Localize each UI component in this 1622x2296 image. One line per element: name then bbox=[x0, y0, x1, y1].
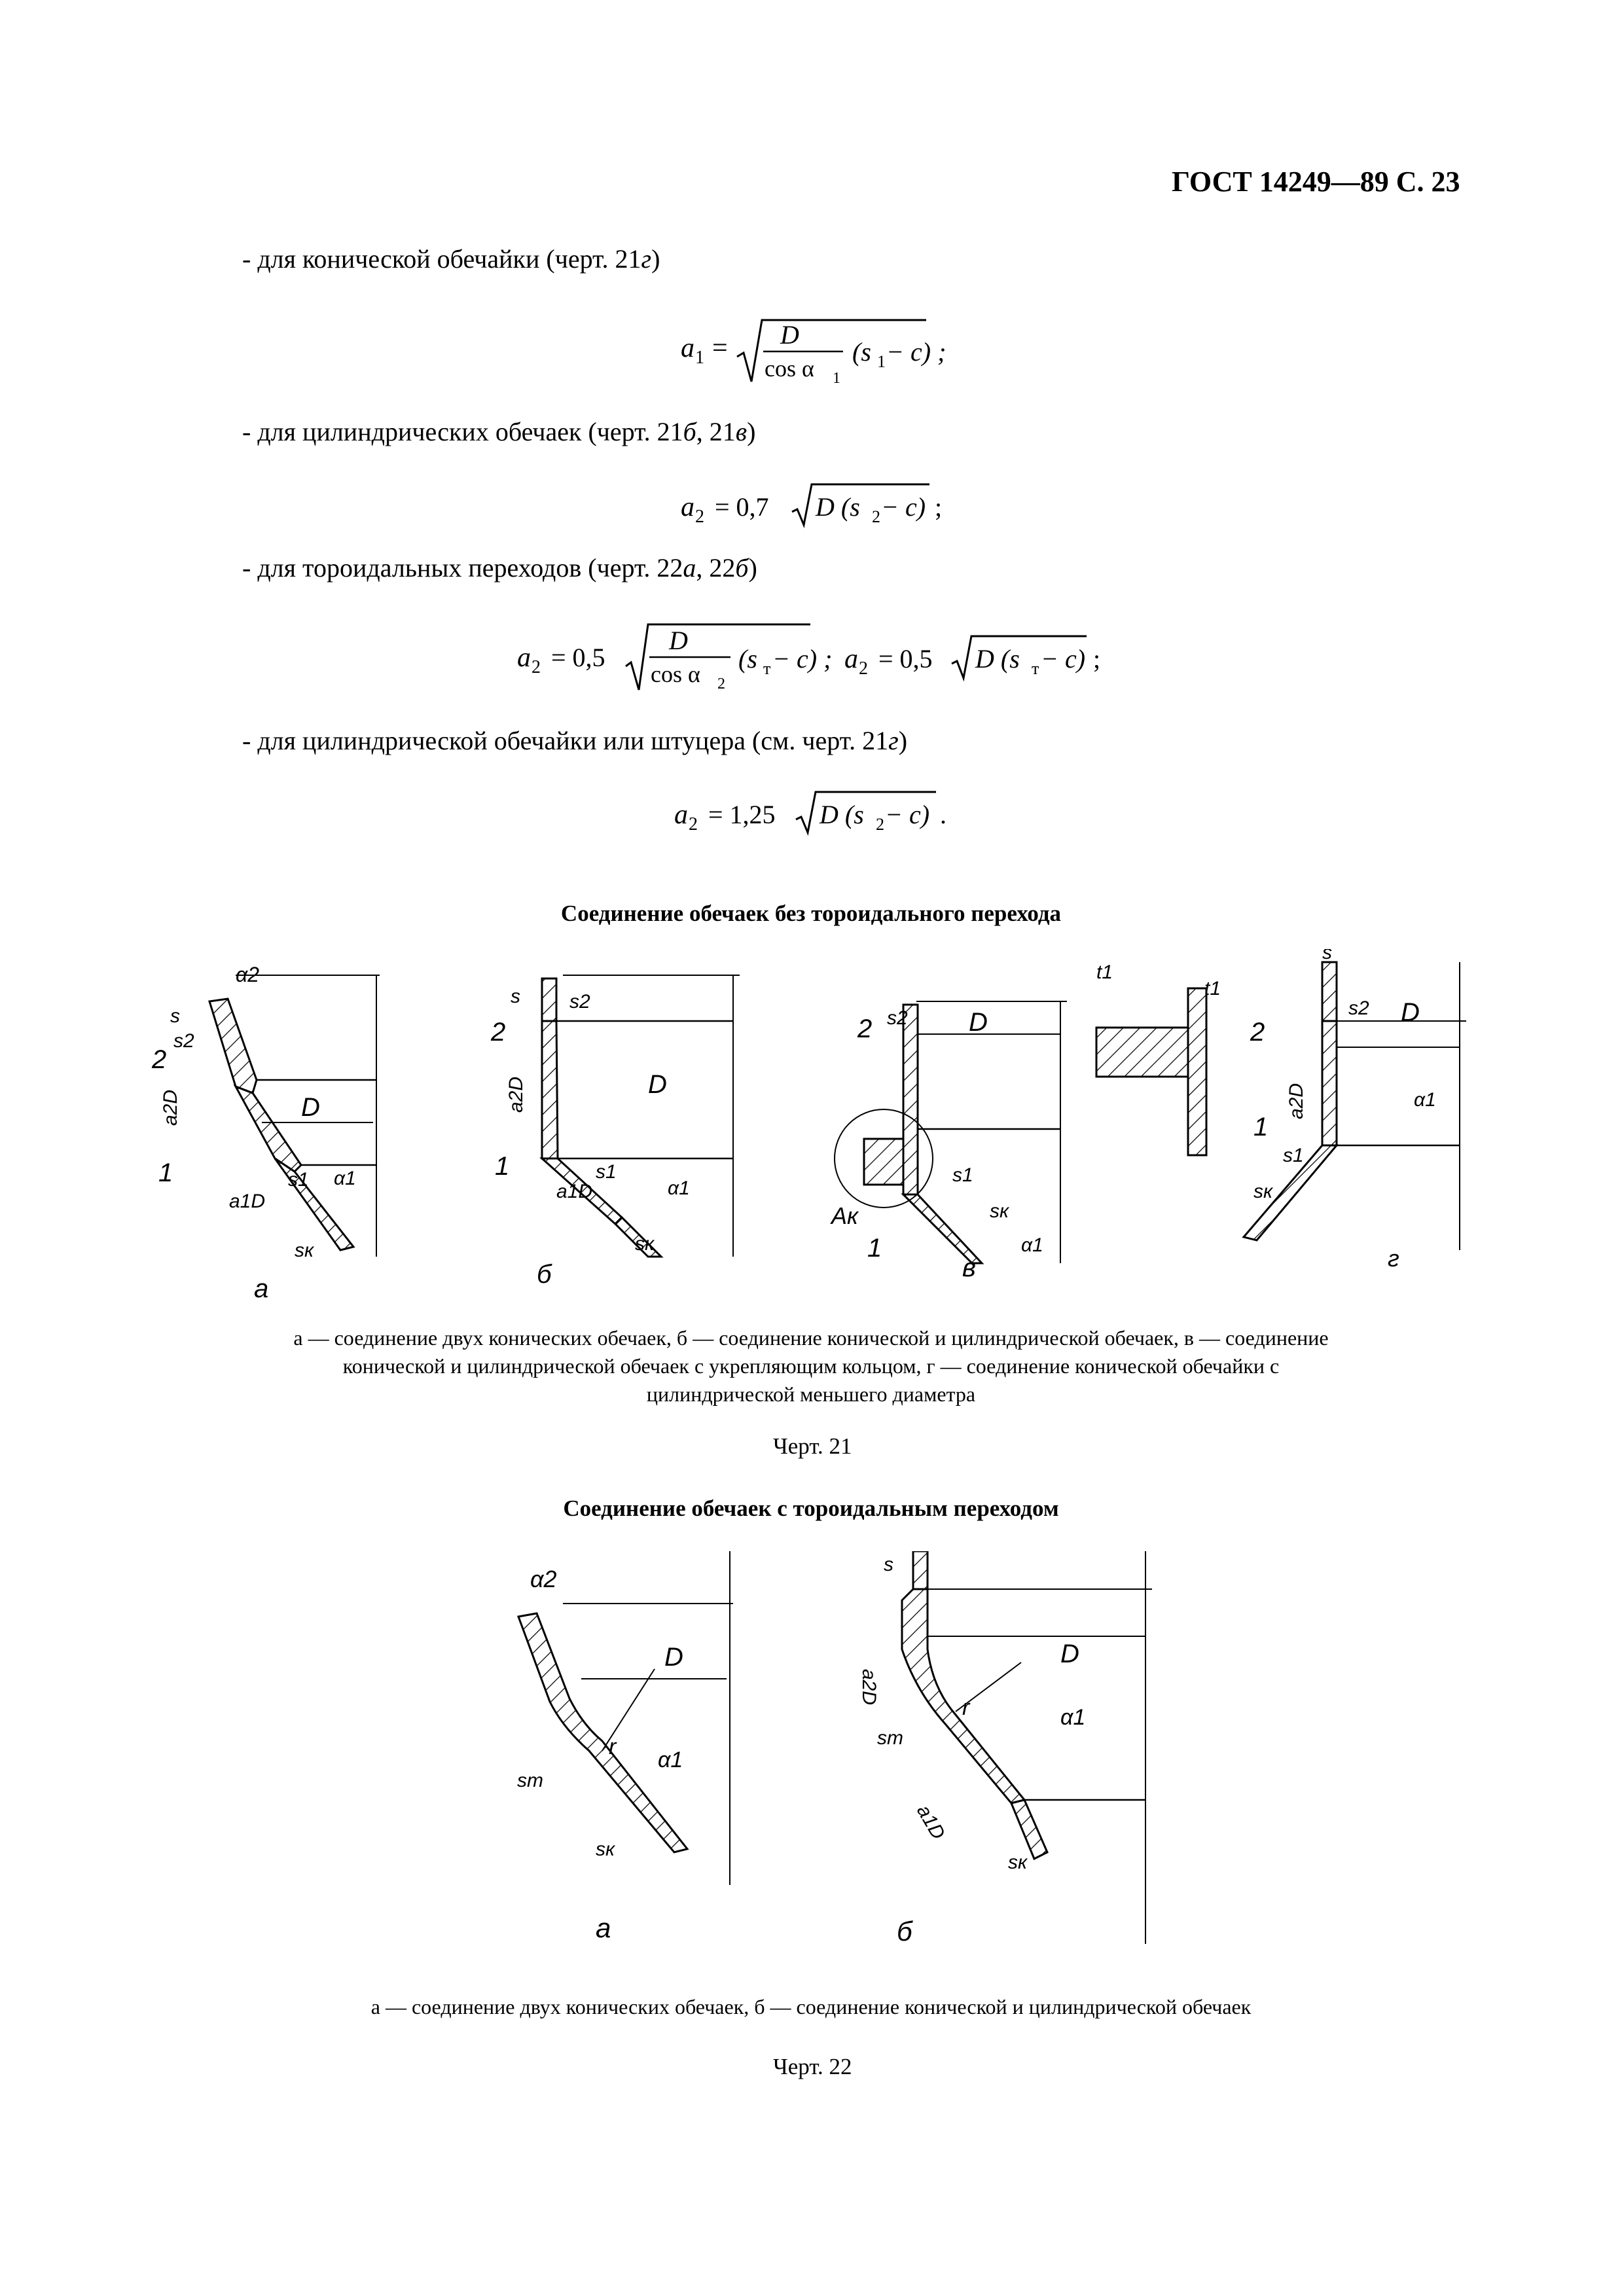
item-text: - для тороидальных переходов (черт. 22 bbox=[242, 553, 683, 583]
list-item-nozzle bbox=[242, 725, 907, 756]
dim-st: sт bbox=[877, 1727, 903, 1749]
dim-alpha2: α2 bbox=[530, 1566, 557, 1592]
dim-a1D: a1D bbox=[912, 1801, 950, 1844]
figure21-drawing bbox=[144, 949, 1492, 1302]
dim-a2D: a2D bbox=[858, 1669, 880, 1706]
formula-lhs-2: a bbox=[844, 644, 858, 674]
dim-s1: s1 bbox=[596, 1161, 617, 1183]
item-suffix: ) bbox=[748, 553, 757, 583]
item-text: - для цилиндрических обечаек (черт. 21 bbox=[242, 417, 683, 446]
dim-alpha2: α2 bbox=[236, 963, 260, 986]
dim-r: r bbox=[962, 1695, 970, 1720]
figure21-caption bbox=[0, 1324, 1622, 1408]
fig22-panel-b bbox=[858, 1551, 1152, 1944]
item-suffix: ) bbox=[898, 726, 908, 755]
dim-t1-2: t1 bbox=[1204, 978, 1221, 999]
dim-s2: s2 bbox=[887, 1007, 908, 1029]
formula-radicand-sub: т bbox=[1032, 659, 1039, 678]
panel-letter-g: г bbox=[1388, 1245, 1399, 1272]
formula-eq-2: = 0,5 bbox=[878, 644, 933, 673]
item-letter-2: в bbox=[735, 417, 748, 446]
figure22-label: Черт. 22 bbox=[773, 2054, 852, 2079]
fig21-panel-g bbox=[1244, 949, 1466, 1272]
item-letter: б bbox=[683, 417, 696, 446]
formula-lhs: a bbox=[681, 333, 694, 363]
panel-letter-a: а bbox=[254, 1274, 269, 1302]
formula-numerator: D bbox=[780, 320, 799, 350]
dim-alpha1: α1 bbox=[668, 1177, 690, 1199]
dim-a2D: a2D bbox=[505, 1076, 527, 1113]
formula-sub-2: 2 bbox=[859, 658, 868, 679]
dim-s1: s1 bbox=[1283, 1145, 1304, 1166]
dim-D: D bbox=[648, 1070, 667, 1099]
dim-D: D bbox=[969, 1008, 988, 1037]
formula-radicand: D (s bbox=[820, 800, 864, 829]
dim-label-1: 1 bbox=[867, 1234, 882, 1263]
dim-label-1: 1 bbox=[158, 1158, 173, 1187]
formula-a2-nozzle bbox=[674, 785, 962, 841]
fig21-panel-a bbox=[151, 963, 380, 1302]
list-item-conical-shell bbox=[242, 243, 660, 274]
formula-eq: = 0,5 bbox=[551, 643, 605, 672]
formula-radicand: D (s bbox=[975, 644, 1020, 673]
dim-D: D bbox=[301, 1093, 320, 1122]
formula-den-sub: 1 bbox=[833, 370, 840, 387]
item-letter: г bbox=[641, 244, 652, 274]
formula-lhs: a bbox=[517, 643, 531, 673]
dim-label-2: 2 bbox=[152, 1045, 167, 1074]
dim-label-1: 1 bbox=[495, 1152, 510, 1181]
figure22-title: Соединение обечаек с тороидальным переходом bbox=[563, 1496, 1059, 1521]
figure22-drawing bbox=[484, 1551, 1152, 1944]
panel-letter-b: б bbox=[897, 1916, 912, 1944]
formula-sub: 2 bbox=[532, 657, 541, 677]
formula-numerator: D bbox=[669, 626, 688, 655]
formula-radicand-end: − c) bbox=[1041, 644, 1086, 673]
formula-term: (s bbox=[852, 337, 871, 367]
formula-sub: 1 bbox=[695, 348, 704, 368]
dim-t1: t1 bbox=[1096, 961, 1113, 983]
formula-end: . bbox=[940, 800, 946, 829]
item-text: - для цилиндрической обечайки или штуцера (см. черт. 21 bbox=[242, 726, 889, 755]
formula-term-sub: т bbox=[763, 659, 771, 678]
dim-label-2: 2 bbox=[857, 1014, 873, 1043]
formula-term-sub: 1 bbox=[877, 352, 886, 371]
formula-eq: = bbox=[712, 333, 728, 363]
dim-sk: sк bbox=[295, 1240, 314, 1261]
dim-a2D: a2D bbox=[1286, 1083, 1307, 1119]
formula-radicand-end: − c) bbox=[885, 800, 930, 829]
panel-letter-v: в bbox=[962, 1253, 976, 1282]
dim-alpha1: α1 bbox=[658, 1748, 683, 1772]
dim-s: s bbox=[170, 1005, 180, 1027]
dim-s2: s2 bbox=[173, 1030, 194, 1052]
page-header: ГОСТ 14249—89 С. 23 bbox=[1172, 166, 1460, 198]
formula-a1 bbox=[681, 311, 956, 393]
item-suffix: ) bbox=[747, 417, 756, 446]
dim-D: D bbox=[1401, 998, 1420, 1027]
fig21-panel-b bbox=[490, 975, 740, 1289]
item-text-mid: , 21 bbox=[696, 417, 736, 446]
dim-label-2: 2 bbox=[1250, 1018, 1265, 1047]
dim-sk: sк bbox=[1253, 1181, 1273, 1202]
dim-alpha1: α1 bbox=[334, 1168, 356, 1189]
dim-a1D: a1D bbox=[229, 1191, 266, 1212]
formula-eq: = 1,25 bbox=[708, 800, 776, 829]
dim-Ak: Ак bbox=[831, 1202, 859, 1229]
item-letter-2: б bbox=[735, 553, 749, 583]
formula-denominator: cos α bbox=[765, 355, 814, 382]
fig21-panel-v bbox=[830, 961, 1221, 1282]
dim-s2: s2 bbox=[569, 991, 590, 1013]
dim-sk: sк bbox=[990, 1200, 1009, 1222]
dim-a1D: a1D bbox=[556, 1181, 593, 1202]
item-text: - для конической обечайки (черт. 21 bbox=[242, 244, 641, 274]
formula-end: ; bbox=[935, 492, 943, 522]
dim-s1: s1 bbox=[952, 1164, 973, 1186]
formula-den-sub: 2 bbox=[717, 675, 725, 692]
dim-alpha1: α1 bbox=[1414, 1089, 1436, 1111]
item-letter: г bbox=[888, 726, 899, 755]
dim-a2D: a2D bbox=[160, 1089, 181, 1126]
formula-sub: 2 bbox=[689, 814, 698, 834]
dim-alpha1: α1 bbox=[1021, 1234, 1043, 1256]
formula-lhs: a bbox=[674, 800, 688, 830]
item-suffix: ) bbox=[651, 244, 660, 274]
dim-sk: sк bbox=[596, 1839, 615, 1860]
formula-radicand-sub: 2 bbox=[872, 507, 880, 526]
list-item-cylindrical-shells bbox=[242, 416, 755, 447]
formula-term-end: − c) ; bbox=[886, 337, 946, 367]
dim-r: r bbox=[609, 1734, 617, 1759]
caption-line-3: цилиндрической меньшего диаметра bbox=[646, 1382, 976, 1406]
formula-denominator: cos α bbox=[651, 661, 700, 687]
dim-sk: sк bbox=[635, 1233, 655, 1255]
dim-label-2: 2 bbox=[491, 1018, 506, 1047]
dim-sk: sк bbox=[1008, 1852, 1028, 1873]
formula-eq: = 0,7 bbox=[715, 492, 769, 522]
formula-radicand-end: − c) bbox=[881, 492, 926, 522]
dim-alpha1: α1 bbox=[1060, 1705, 1086, 1730]
list-item-toroidal bbox=[242, 552, 757, 583]
dim-s2: s2 bbox=[1348, 997, 1369, 1019]
formula-radicand: D (s bbox=[816, 492, 860, 522]
panel-letter-a: а bbox=[596, 1912, 611, 1943]
formula-sub: 2 bbox=[695, 507, 704, 527]
formula-end: ; bbox=[1093, 644, 1101, 673]
figure22-caption: а — соединение двух конических обечаек, б — соединение конической и цилиндрической обечаек bbox=[370, 1995, 1252, 2018]
dim-s1: s1 bbox=[288, 1169, 309, 1191]
formula-lhs: a bbox=[681, 492, 694, 522]
item-letter: а bbox=[683, 553, 696, 583]
figure21-label: Черт. 21 bbox=[773, 1433, 852, 1459]
dim-st: sт bbox=[517, 1770, 543, 1791]
fig22-panel-a bbox=[517, 1551, 733, 1943]
item-text-mid: , 22 bbox=[696, 553, 736, 583]
dim-D: D bbox=[1060, 1640, 1079, 1668]
dim-D: D bbox=[664, 1643, 683, 1672]
formula-a2-toroidal bbox=[517, 615, 1119, 697]
caption-line-2: конической и цилиндрической обечаек с укрепляющим кольцом, г — соединение конической обечайки с bbox=[342, 1354, 1280, 1378]
figure21-title: Соединение обечаек без тороидального перехода bbox=[560, 901, 1062, 926]
dim-label-1: 1 bbox=[1253, 1113, 1269, 1141]
panel-letter-b: б bbox=[537, 1260, 552, 1289]
caption-line-1: а — соединение двух конических обечаек, б — соединение конической и цилиндрической обечаек, в — соединение bbox=[293, 1326, 1329, 1350]
dim-s: s bbox=[884, 1554, 893, 1575]
dim-s: s bbox=[1322, 949, 1332, 963]
dim-s: s bbox=[511, 986, 520, 1007]
formula-term: (s bbox=[738, 644, 757, 673]
formula-a2-cyl bbox=[681, 478, 969, 533]
formula-term-end: − c) ; bbox=[772, 644, 833, 673]
formula-radicand-sub: 2 bbox=[876, 815, 884, 834]
